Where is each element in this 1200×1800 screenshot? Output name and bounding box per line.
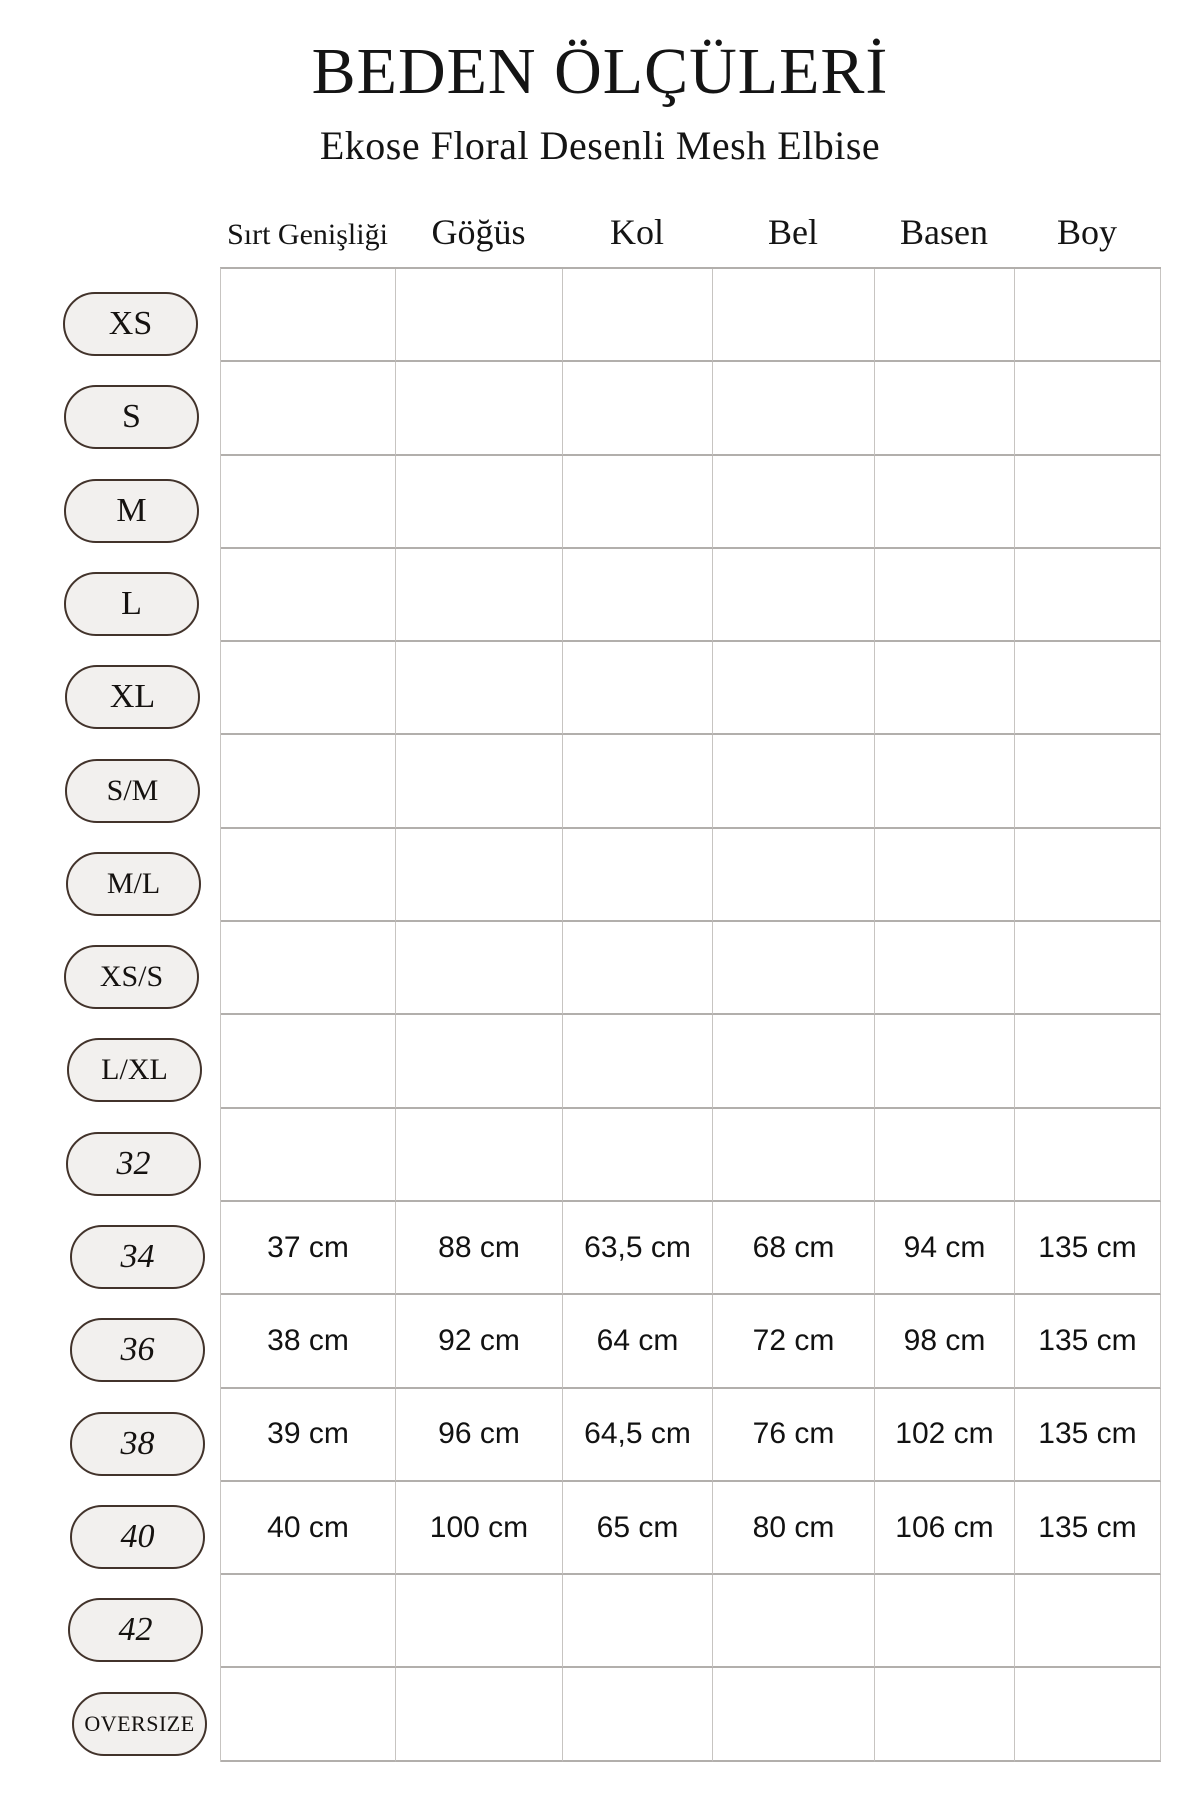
measurement-cell — [713, 456, 875, 549]
measurement-cell: 76 cm — [713, 1389, 875, 1482]
measurement-cell — [875, 456, 1015, 549]
measurement-cell — [713, 1109, 875, 1202]
size-pill-label: XS — [108, 305, 153, 342]
size-pill-label: 32 — [116, 1144, 151, 1182]
column-header-basen: Basen — [900, 212, 988, 252]
measurement-cell — [713, 1015, 875, 1108]
measurement-cell: 63,5 cm — [563, 1202, 713, 1295]
measurement-cell — [1015, 1109, 1161, 1202]
measurement-cell — [713, 829, 875, 922]
measurement-cell: 37 cm — [221, 1202, 396, 1295]
measurement-cell — [563, 456, 713, 549]
measurement-cell — [396, 735, 563, 828]
measurement-cell — [875, 1575, 1015, 1668]
size-pill-42 — [68, 1598, 203, 1662]
product-name: Ekose Floral Desenli Mesh Elbise — [319, 123, 881, 168]
measurement-cell — [713, 1575, 875, 1668]
column-header-sirt-genisligi: Sırt Genişliği — [227, 218, 388, 251]
size-pill-label: 38 — [120, 1424, 155, 1462]
measurement-cell — [1015, 549, 1161, 642]
measurement-cell: 72 cm — [713, 1295, 875, 1388]
size-pill-label: XS/S — [99, 960, 164, 994]
size-pill-l-xl — [67, 1038, 202, 1102]
measurement-cell — [875, 829, 1015, 922]
size-pill-s — [64, 385, 199, 449]
measurement-cell: 106 cm — [875, 1482, 1015, 1575]
measurement-cell — [563, 362, 713, 455]
measurement-cell: 100 cm — [396, 1482, 563, 1575]
size-pill-label: L — [121, 584, 142, 622]
measurement-cell: 135 cm — [1015, 1482, 1161, 1575]
measurement-cell: 64,5 cm — [563, 1389, 713, 1482]
measurement-cell — [563, 922, 713, 1015]
measurement-cell — [396, 456, 563, 549]
measurement-cell — [221, 269, 396, 362]
column-header-boy: Boy — [1056, 212, 1117, 252]
measurement-cell — [563, 829, 713, 922]
measurement-cell — [396, 1575, 563, 1668]
measurement-cell — [563, 549, 713, 642]
measurement-cell: 92 cm — [396, 1295, 563, 1388]
size-pill-xl — [65, 665, 200, 729]
measurement-cell — [875, 1668, 1015, 1761]
measurement-cell — [396, 1015, 563, 1108]
size-pill-label: M — [116, 491, 147, 529]
measurement-cell — [221, 549, 396, 642]
measurement-cell — [1015, 922, 1161, 1015]
measurement-cell — [221, 922, 396, 1015]
measurement-cell — [713, 362, 875, 455]
measurement-cell — [875, 735, 1015, 828]
measurement-cell — [875, 1109, 1015, 1202]
column-header-bel: Bel — [768, 212, 818, 252]
measurement-cell: 135 cm — [1015, 1389, 1161, 1482]
measurement-cell — [563, 1575, 713, 1668]
measurement-cell — [875, 362, 1015, 455]
measurement-cell — [221, 1015, 396, 1108]
measurement-cell — [875, 922, 1015, 1015]
size-pill-label: OVERSIZE — [84, 1710, 195, 1736]
size-pill-label: XL — [109, 678, 156, 716]
measurement-cell — [1015, 1575, 1161, 1668]
measurement-cell — [396, 1109, 563, 1202]
measurement-cell: 98 cm — [875, 1295, 1015, 1388]
measurement-cell — [396, 642, 563, 735]
size-pill-xs — [63, 292, 198, 356]
size-pill-oversize — [72, 1692, 207, 1756]
measurement-cell: 65 cm — [563, 1482, 713, 1575]
column-header-kol: Kol — [610, 212, 664, 252]
measurement-cell — [563, 1109, 713, 1202]
size-pill-label: M/L — [106, 866, 161, 900]
measurement-cell — [563, 642, 713, 735]
size-pill-m — [64, 479, 199, 543]
measurement-cell: 135 cm — [1015, 1202, 1161, 1295]
measurement-cell: 64 cm — [563, 1295, 713, 1388]
measurement-cell — [563, 1668, 713, 1761]
measurement-cell — [1015, 269, 1161, 362]
measurement-table — [220, 267, 1161, 1762]
measurement-cell — [396, 922, 563, 1015]
measurement-cell — [713, 922, 875, 1015]
measurement-cell — [221, 829, 396, 922]
measurement-cell — [396, 362, 563, 455]
measurement-cell — [1015, 1015, 1161, 1108]
measurement-cell — [396, 549, 563, 642]
measurement-cell — [563, 269, 713, 362]
column-header-gogus: Göğüs — [431, 212, 526, 252]
measurement-cell: 80 cm — [713, 1482, 875, 1575]
size-pill-label: 36 — [120, 1331, 155, 1369]
size-pill-38 — [70, 1412, 205, 1476]
size-pill-label: L/XL — [101, 1053, 168, 1087]
measurement-cell — [396, 269, 563, 362]
measurement-cell — [875, 549, 1015, 642]
measurement-cell: 96 cm — [396, 1389, 563, 1482]
size-pill-36 — [70, 1318, 205, 1382]
size-pill-label: 40 — [120, 1517, 155, 1555]
size-pill-l — [64, 572, 199, 636]
measurement-cell — [713, 549, 875, 642]
measurement-cell: 38 cm — [221, 1295, 396, 1388]
size-pill-32 — [66, 1132, 201, 1196]
measurement-cell — [221, 362, 396, 455]
measurement-cell — [221, 642, 396, 735]
measurement-cell — [563, 1015, 713, 1108]
measurement-cell — [875, 269, 1015, 362]
measurement-cell — [1015, 735, 1161, 828]
measurement-cell — [875, 1015, 1015, 1108]
size-pill-label: S — [122, 398, 141, 436]
measurement-cell — [1015, 362, 1161, 455]
measurement-cell — [563, 735, 713, 828]
measurement-cell — [1015, 1668, 1161, 1761]
measurement-cell: 135 cm — [1015, 1295, 1161, 1388]
measurement-cell: 94 cm — [875, 1202, 1015, 1295]
measurement-cell — [875, 642, 1015, 735]
measurement-cell — [396, 829, 563, 922]
measurement-cell — [221, 1575, 396, 1668]
measurement-cell — [396, 1668, 563, 1761]
measurement-cell: 68 cm — [713, 1202, 875, 1295]
size-pill-label: 42 — [118, 1611, 153, 1649]
measurement-cell — [713, 735, 875, 828]
measurement-cell: 88 cm — [396, 1202, 563, 1295]
measurement-cell — [221, 1668, 396, 1761]
measurement-cell — [221, 456, 396, 549]
measurement-cell — [713, 642, 875, 735]
measurement-cell — [221, 1109, 396, 1202]
page-title: BEDEN ÖLÇÜLERİ — [311, 35, 889, 108]
size-pill-m-l — [66, 852, 201, 916]
size-pill-label: S/M — [106, 773, 159, 807]
size-pill-label: 34 — [120, 1238, 155, 1275]
measurement-cell — [1015, 456, 1161, 549]
size-pill-s-m — [65, 759, 200, 823]
measurement-cell — [713, 269, 875, 362]
measurement-cell: 39 cm — [221, 1389, 396, 1482]
size-pill-xs-s — [64, 945, 199, 1009]
measurement-cell: 40 cm — [221, 1482, 396, 1575]
measurement-cell: 102 cm — [875, 1389, 1015, 1482]
size-pill-40 — [70, 1505, 205, 1569]
measurement-cell — [1015, 829, 1161, 922]
measurement-cell — [221, 735, 396, 828]
measurement-cell — [713, 1668, 875, 1761]
measurement-cell — [1015, 642, 1161, 735]
size-pill-34 — [70, 1225, 205, 1289]
